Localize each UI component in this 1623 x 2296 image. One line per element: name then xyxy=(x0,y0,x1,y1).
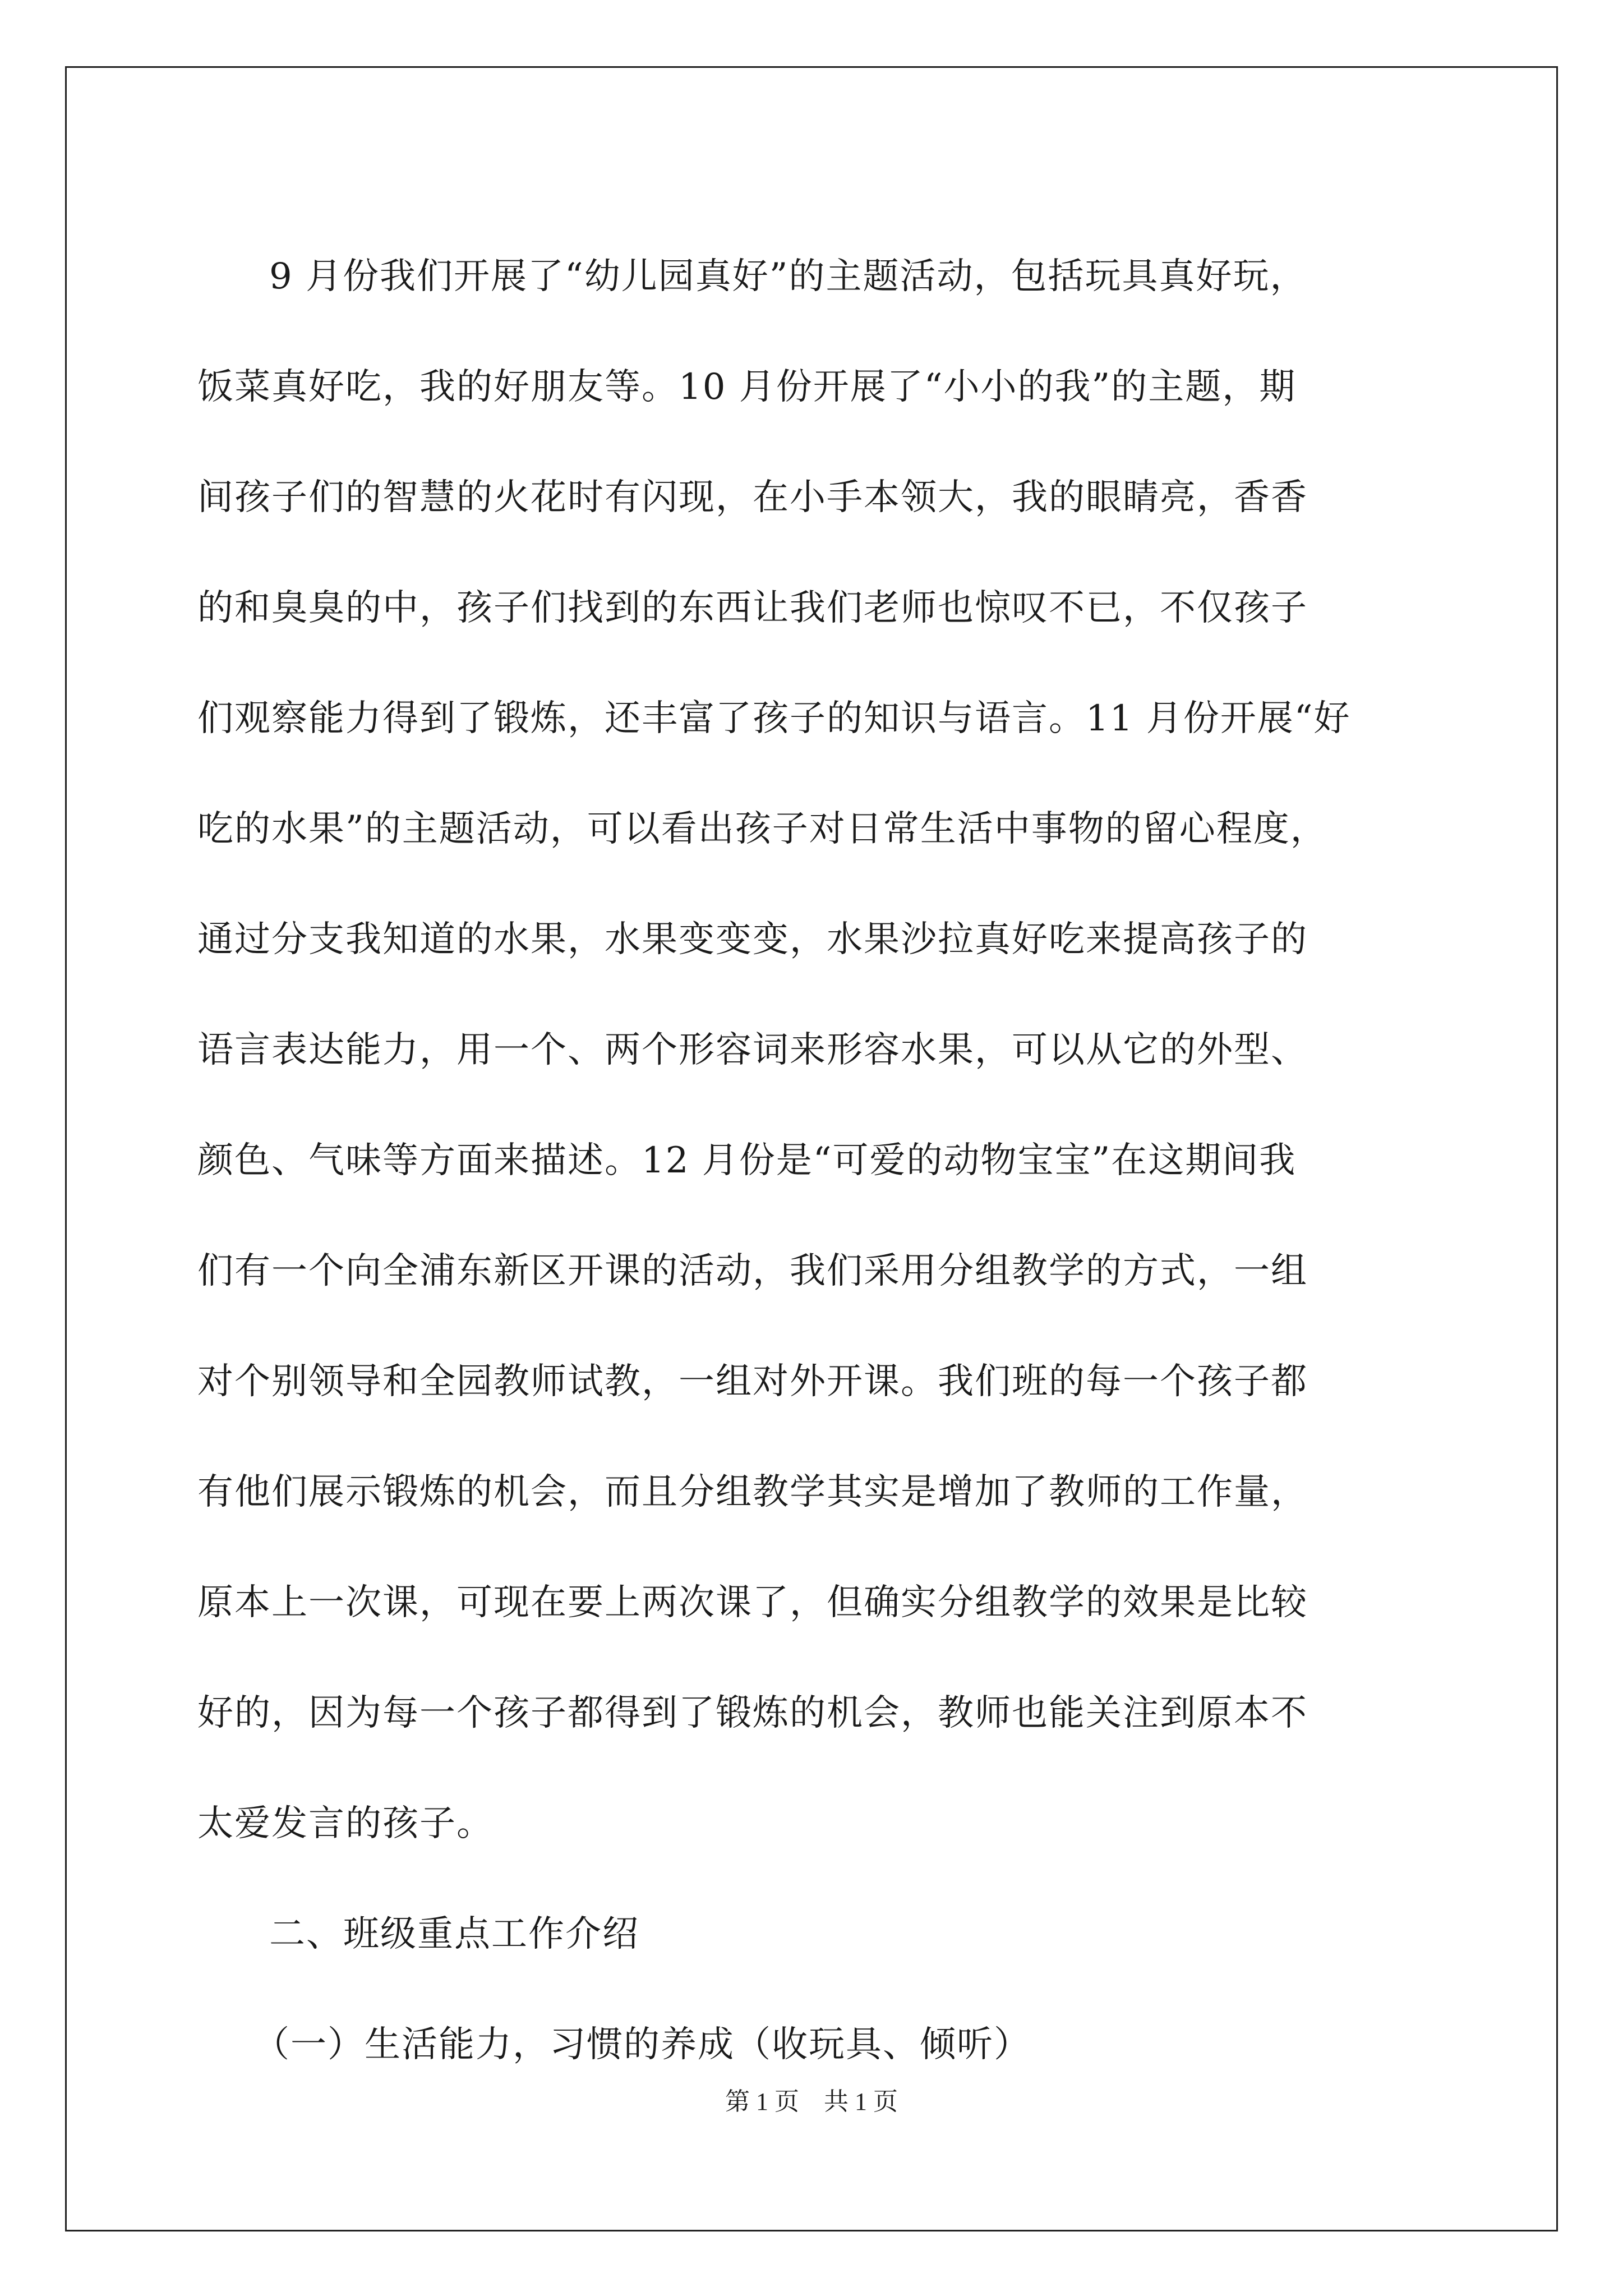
paragraph-line: 们观察能力得到了锻炼，还丰富了孩子的知识与语言。11 月份开展“好 xyxy=(197,698,1351,739)
paragraph-line: 语言表达能力，用一个、两个形容词来形容水果，可以从它的外型、 xyxy=(197,1029,1308,1071)
paragraph-line: 有他们展示锻炼的机会，而且分组教学其实是增加了教师的工作量， xyxy=(197,1471,1308,1513)
paragraph-line: 太爱发言的孩子。 xyxy=(197,1803,494,1844)
paragraph-line: 颜色、气味等方面来描述。12 月份是“可爱的动物宝宝”在这期间我 xyxy=(197,1140,1297,1181)
paragraph-line: 9 月份我们开展了“幼儿园真好”的主题活动，包括玩具真好玩， xyxy=(269,256,1307,297)
section-heading: 二、班级重点工作介绍 xyxy=(269,1913,639,1955)
paragraph-line: 间孩子们的智慧的火花时有闪现，在小手本领大，我的眼睛亮，香香 xyxy=(197,477,1308,518)
sub-section-heading: （一）生活能力，习惯的养成（收玩具、倾听） xyxy=(253,2024,1031,2065)
paragraph-line: 对个别领导和全园教师试教，一组对外开课。我们班的每一个孩子都 xyxy=(197,1361,1308,1402)
paragraph-line: 好的，因为每一个孩子都得到了锻炼的机会，教师也能关注到原本不 xyxy=(197,1692,1308,1734)
document-body xyxy=(197,222,1428,2100)
paragraph-line: 原本上一次课，可现在要上两次课了，但确实分组教学的效果是比较 xyxy=(197,1582,1308,1623)
page-footer: 第 1 页 共 1 页 xyxy=(725,2088,898,2115)
paragraph-line: 饭菜真好吃，我的好朋友等。10 月份开展了“小小的我”的主题，期 xyxy=(197,366,1297,408)
paragraph-line: 们有一个向全浦东新区开课的活动，我们采用分组教学的方式，一组 xyxy=(197,1250,1308,1292)
paragraph-line: 吃的水果”的主题活动，可以看出孩子对日常生活中事物的留心程度， xyxy=(197,808,1327,850)
paragraph-line: 的和臭臭的中，孩子们找到的东西让我们老师也惊叹不已，不仅孩子 xyxy=(197,587,1308,629)
paragraph-line: 通过分支我知道的水果，水果变变变，水果沙拉真好吃来提高孩子的 xyxy=(197,919,1308,960)
